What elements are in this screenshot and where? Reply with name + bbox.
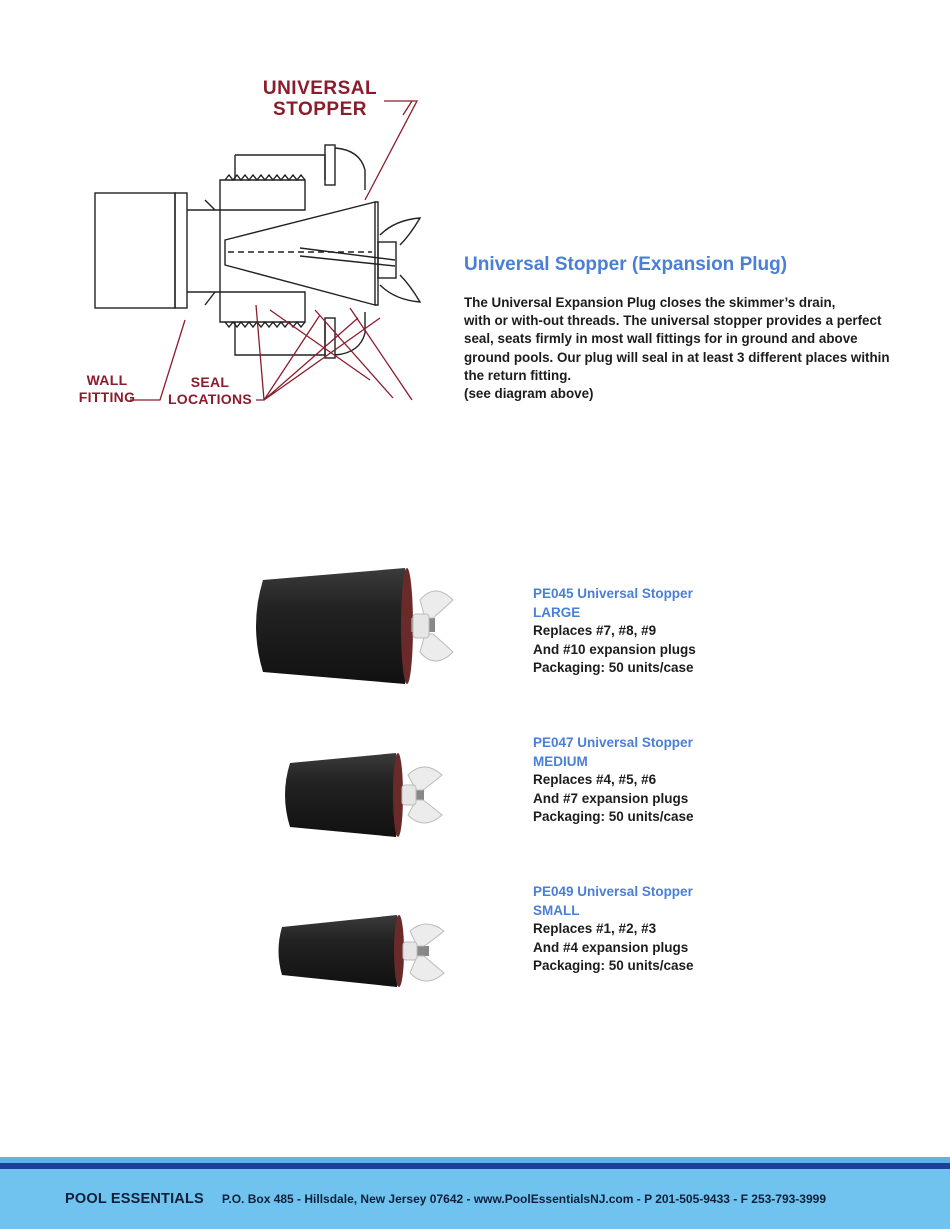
universal-stopper-callout (250, 78, 390, 120)
product-expansion: And #10 expansion plugs (533, 641, 696, 657)
footer-brand: POOL ESSENTIALS (65, 1191, 204, 1207)
section-title: Universal Stopper (Expansion Plug) (464, 254, 788, 275)
product-pe049 (533, 883, 694, 976)
product-size: MEDIUM (533, 753, 588, 769)
product-size: SMALL (533, 902, 580, 918)
product-replaces: Replaces #7, #8, #9 (533, 623, 657, 638)
callout-line-1: UNIVERSAL (262, 78, 378, 99)
stopper-diagram (60, 60, 460, 420)
product-packaging: Packaging: 50 units/case (533, 958, 694, 973)
large-stopper-image (245, 560, 465, 690)
section-description (464, 294, 894, 403)
footer-address: P.O. Box 485 - Hillsdale, New Jersey 07642 - www.PoolEssentialsNJ.com - P 201-505-9433 - F 253-793-3999 (221, 1192, 827, 1206)
callout-line-2: STOPPER (273, 99, 367, 120)
seal-label-line-2: LOCATIONS (167, 391, 253, 407)
product-expansion: And #4 expansion plugs (533, 939, 689, 955)
product-replaces: Replaces #1, #2, #3 (533, 921, 657, 936)
medium-stopper-image (278, 745, 453, 845)
seal-locations-label (160, 374, 260, 408)
wall-label-line-2: FITTING (78, 389, 136, 405)
description-text: The Universal Expansion Plug closes the skimmer’s drain, with or with-out threads. The universal stopper provides a perfect seal, seats firmly in most wall fittings for in ground and above ground pools. Our plug will seal in at least 3 different places within the return fitting. (see diagram above) (464, 295, 890, 402)
wall-label-line-1: WALL (86, 372, 128, 388)
product-expansion: And #7 expansion plugs (533, 790, 689, 806)
product-packaging: Packaging: 50 units/case (533, 809, 694, 824)
product-code-line: PE045 Universal Stopper (533, 586, 693, 601)
footer-contact (65, 1190, 826, 1208)
product-code-line: PE049 Universal Stopper (533, 884, 693, 899)
product-replaces: Replaces #4, #5, #6 (533, 772, 657, 787)
product-code-line: PE047 Universal Stopper (533, 735, 693, 750)
small-stopper-image (272, 905, 452, 1000)
product-pe045 (533, 585, 696, 678)
product-size: LARGE (533, 604, 581, 620)
product-packaging: Packaging: 50 units/case (533, 660, 694, 675)
wall-fitting-label (68, 372, 146, 406)
product-pe047 (533, 734, 694, 827)
seal-label-line-1: SEAL (190, 374, 230, 390)
